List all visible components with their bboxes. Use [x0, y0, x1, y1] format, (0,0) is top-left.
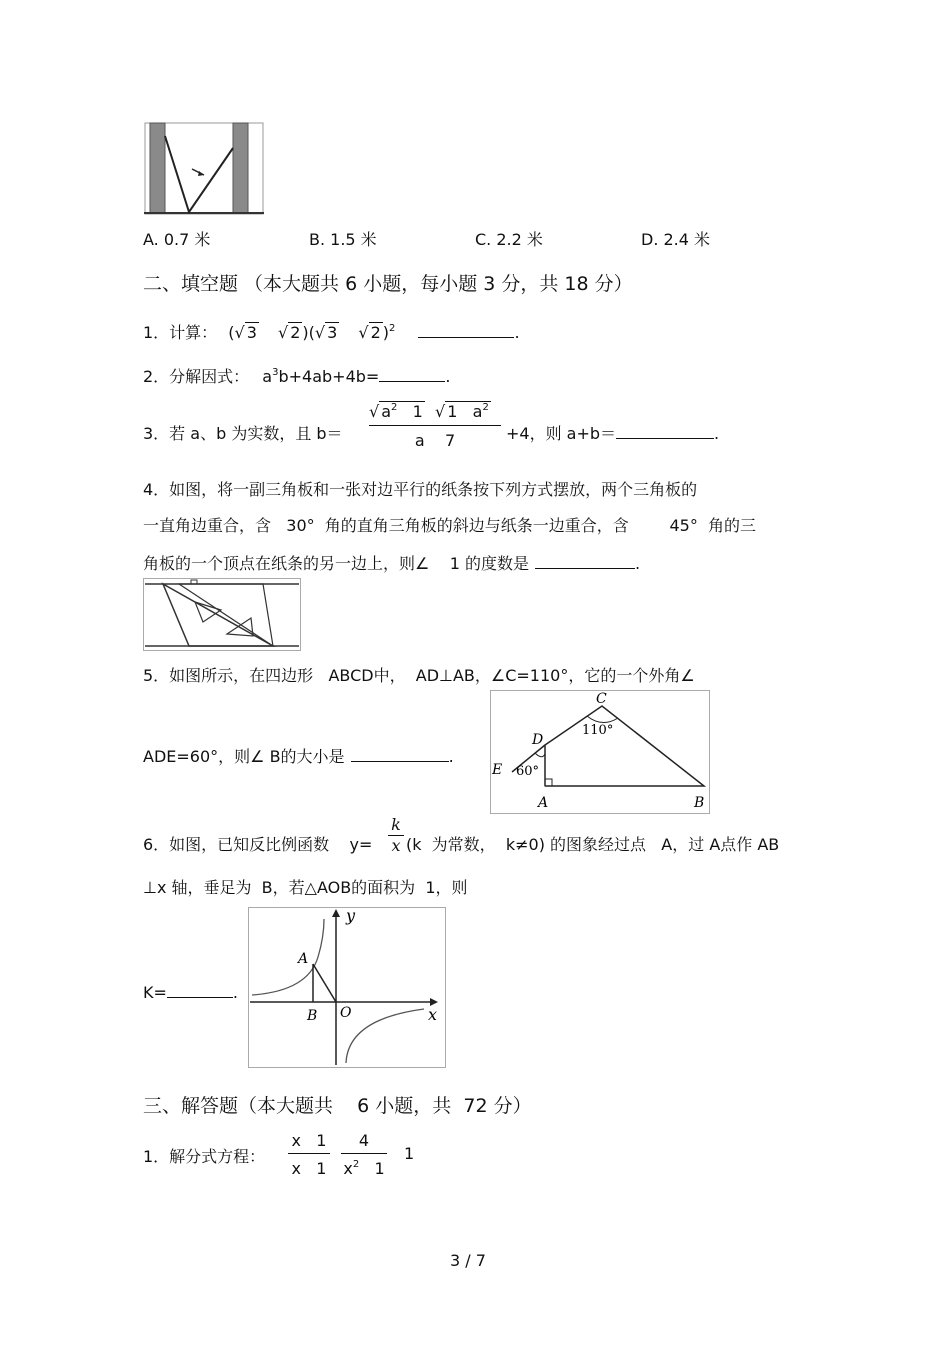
- p1-f2-den: [341, 1153, 387, 1178]
- q6-tail: (k 为常数， k≠0) 的图象经过点 A，过 A点作 AB: [406, 835, 780, 854]
- label-d: D: [532, 732, 544, 748]
- q4-line2: 一直角边重合，含 30° 角的直角三角板的斜边与纸条一边重合，含 45° 角的三: [143, 516, 757, 535]
- q2-period: .: [445, 367, 451, 386]
- label-e: E: [492, 762, 503, 778]
- q3-num-one-b: 1: [447, 402, 458, 421]
- v-ladder-diagram: [144, 122, 264, 216]
- section3-heading: 三、解答题（本大题共 6 小题，共 72 分）: [143, 1095, 532, 1117]
- angle-c-label: 110°: [582, 723, 614, 738]
- triangle-boards-diagram: [143, 578, 301, 651]
- p1-lead: 1．解分式方程：: [143, 1147, 266, 1166]
- q3-period: .: [714, 424, 720, 443]
- q2-var-a: a: [262, 367, 273, 386]
- q3-num-a-b: a: [472, 402, 483, 421]
- option-a: A. 0.7 米: [143, 230, 211, 249]
- option-d: D. 2.4 米: [641, 230, 711, 249]
- q4-period: .: [634, 554, 641, 573]
- q3-num-exp-b: 2: [482, 402, 489, 413]
- label-b: B: [694, 795, 705, 811]
- p1-f2-den-x: x: [343, 1159, 353, 1178]
- p1-rhs: 1: [404, 1144, 415, 1163]
- sqrt-symbol: √: [435, 402, 446, 421]
- q1-paren-close: ): [382, 323, 390, 342]
- q3-numerator: [369, 401, 501, 425]
- page-number: 3 / 7: [450, 1251, 486, 1270]
- q6-period: .: [232, 983, 238, 1002]
- figure-quadrilateral: [490, 690, 709, 813]
- sqrt-symbol: √: [278, 323, 289, 342]
- sqrt-symbol: √: [314, 323, 326, 342]
- q6-frac-den: x: [388, 835, 404, 855]
- origin-label: O: [340, 1005, 352, 1021]
- q3-num-a: a: [381, 402, 392, 421]
- point-a-label: A: [298, 951, 309, 967]
- q3-num-one: 1: [412, 402, 423, 421]
- q3-answer-blank[interactable]: [616, 424, 714, 439]
- p1-f2-den-exp: 2: [352, 1159, 360, 1170]
- q3-num-exp: 2: [391, 402, 398, 413]
- p1-fraction1: [288, 1131, 330, 1178]
- q5-period: .: [448, 747, 454, 766]
- sqrt-symbol: √: [358, 323, 369, 342]
- q3-lead: 3．若 a、b 为实数，且 b＝: [143, 424, 343, 443]
- hyperbola-diagram: [248, 907, 446, 1068]
- q6-answer: [143, 983, 238, 1002]
- q1-sqrt2b: 2: [370, 323, 381, 342]
- q1-answer-blank[interactable]: [418, 323, 514, 338]
- figure-v-ladder: [144, 122, 262, 214]
- q1-number: 1．计算：: [143, 323, 218, 342]
- q2-exponent: 3: [272, 367, 279, 378]
- quadrilateral-diagram: [490, 690, 710, 814]
- section2-heading: 二、填空题 （本大题共 6 小题，每小题 3 分，共 18 分）: [143, 273, 633, 295]
- q1-sqrt3a: 3: [246, 323, 257, 342]
- q1-sqrt3b: 3: [327, 323, 338, 342]
- q5-line2-text: ADE=60°，则∠ B的大小是: [143, 747, 345, 766]
- q2-expression: b+4ab+4b=: [278, 367, 380, 386]
- point-b-label: B: [307, 1008, 318, 1024]
- q1-paren-open: (: [228, 323, 235, 342]
- q6-answer-blank[interactable]: [167, 983, 233, 998]
- q4-line3: [143, 551, 640, 574]
- q2-line: [143, 364, 450, 387]
- q4-line1: 4．如图，将一副三角板和一张对边平行的纸条按下列方式摆放，两个三角板的: [143, 480, 698, 499]
- q6-frac-num: k: [391, 815, 401, 834]
- q2-number: 2．分解因式：: [143, 367, 250, 386]
- p1-f2-den-one: 1: [374, 1159, 385, 1178]
- q6-fraction: [388, 815, 404, 855]
- q1-exponent: 2: [389, 323, 396, 334]
- p1-fraction2: [341, 1131, 387, 1178]
- sqrt-symbol: √: [234, 323, 245, 342]
- q3-tail-text: +4，则 a+b＝: [506, 424, 617, 443]
- q4-answer-blank[interactable]: [535, 554, 635, 569]
- q5-line1: 5．如图所示，在四边形 ABCD中， AD⊥AB，∠C=110°，它的一个外角∠: [143, 666, 695, 685]
- p1-f1-den: x 1: [288, 1153, 330, 1178]
- figure-triangle-boards: [143, 578, 300, 650]
- q3-denominator: a 7: [369, 425, 501, 450]
- axis-y-label: y: [346, 907, 356, 925]
- q5-answer-blank[interactable]: [351, 747, 449, 762]
- label-c: C: [596, 691, 607, 707]
- q1-period: .: [514, 323, 520, 342]
- q6-answer-label: K=: [143, 983, 167, 1002]
- q1-sqrt2a: 2: [290, 323, 301, 342]
- angle-d-label: 60°: [516, 764, 540, 779]
- q3-tail: [506, 421, 719, 444]
- q2-answer-blank[interactable]: [379, 367, 445, 382]
- q6-lead: 6．如图，已知反比例函数 y=: [143, 835, 373, 854]
- q5-line2: [143, 744, 454, 767]
- label-a: A: [538, 795, 549, 811]
- figure-hyperbola: [248, 907, 445, 1067]
- option-c: C. 2.2 米: [475, 230, 543, 249]
- p1-f1-num: x 1: [291, 1131, 327, 1150]
- q1-paren-mid: )(: [302, 323, 315, 342]
- sqrt-symbol: √: [369, 402, 380, 421]
- option-b: B. 1.5 米: [309, 230, 377, 249]
- q4-line3-text: 角板的一个顶点在纸条的另一边上，则∠ 1 的度数是: [143, 554, 529, 573]
- q1-line: [143, 320, 520, 343]
- axis-x-label: x: [428, 1005, 438, 1024]
- q6-line2: ⊥x 轴，垂足为 B，若△AOB的面积为 1，则: [143, 878, 468, 897]
- q3-fraction: [369, 401, 501, 450]
- p1-f2-num: 4: [358, 1131, 370, 1150]
